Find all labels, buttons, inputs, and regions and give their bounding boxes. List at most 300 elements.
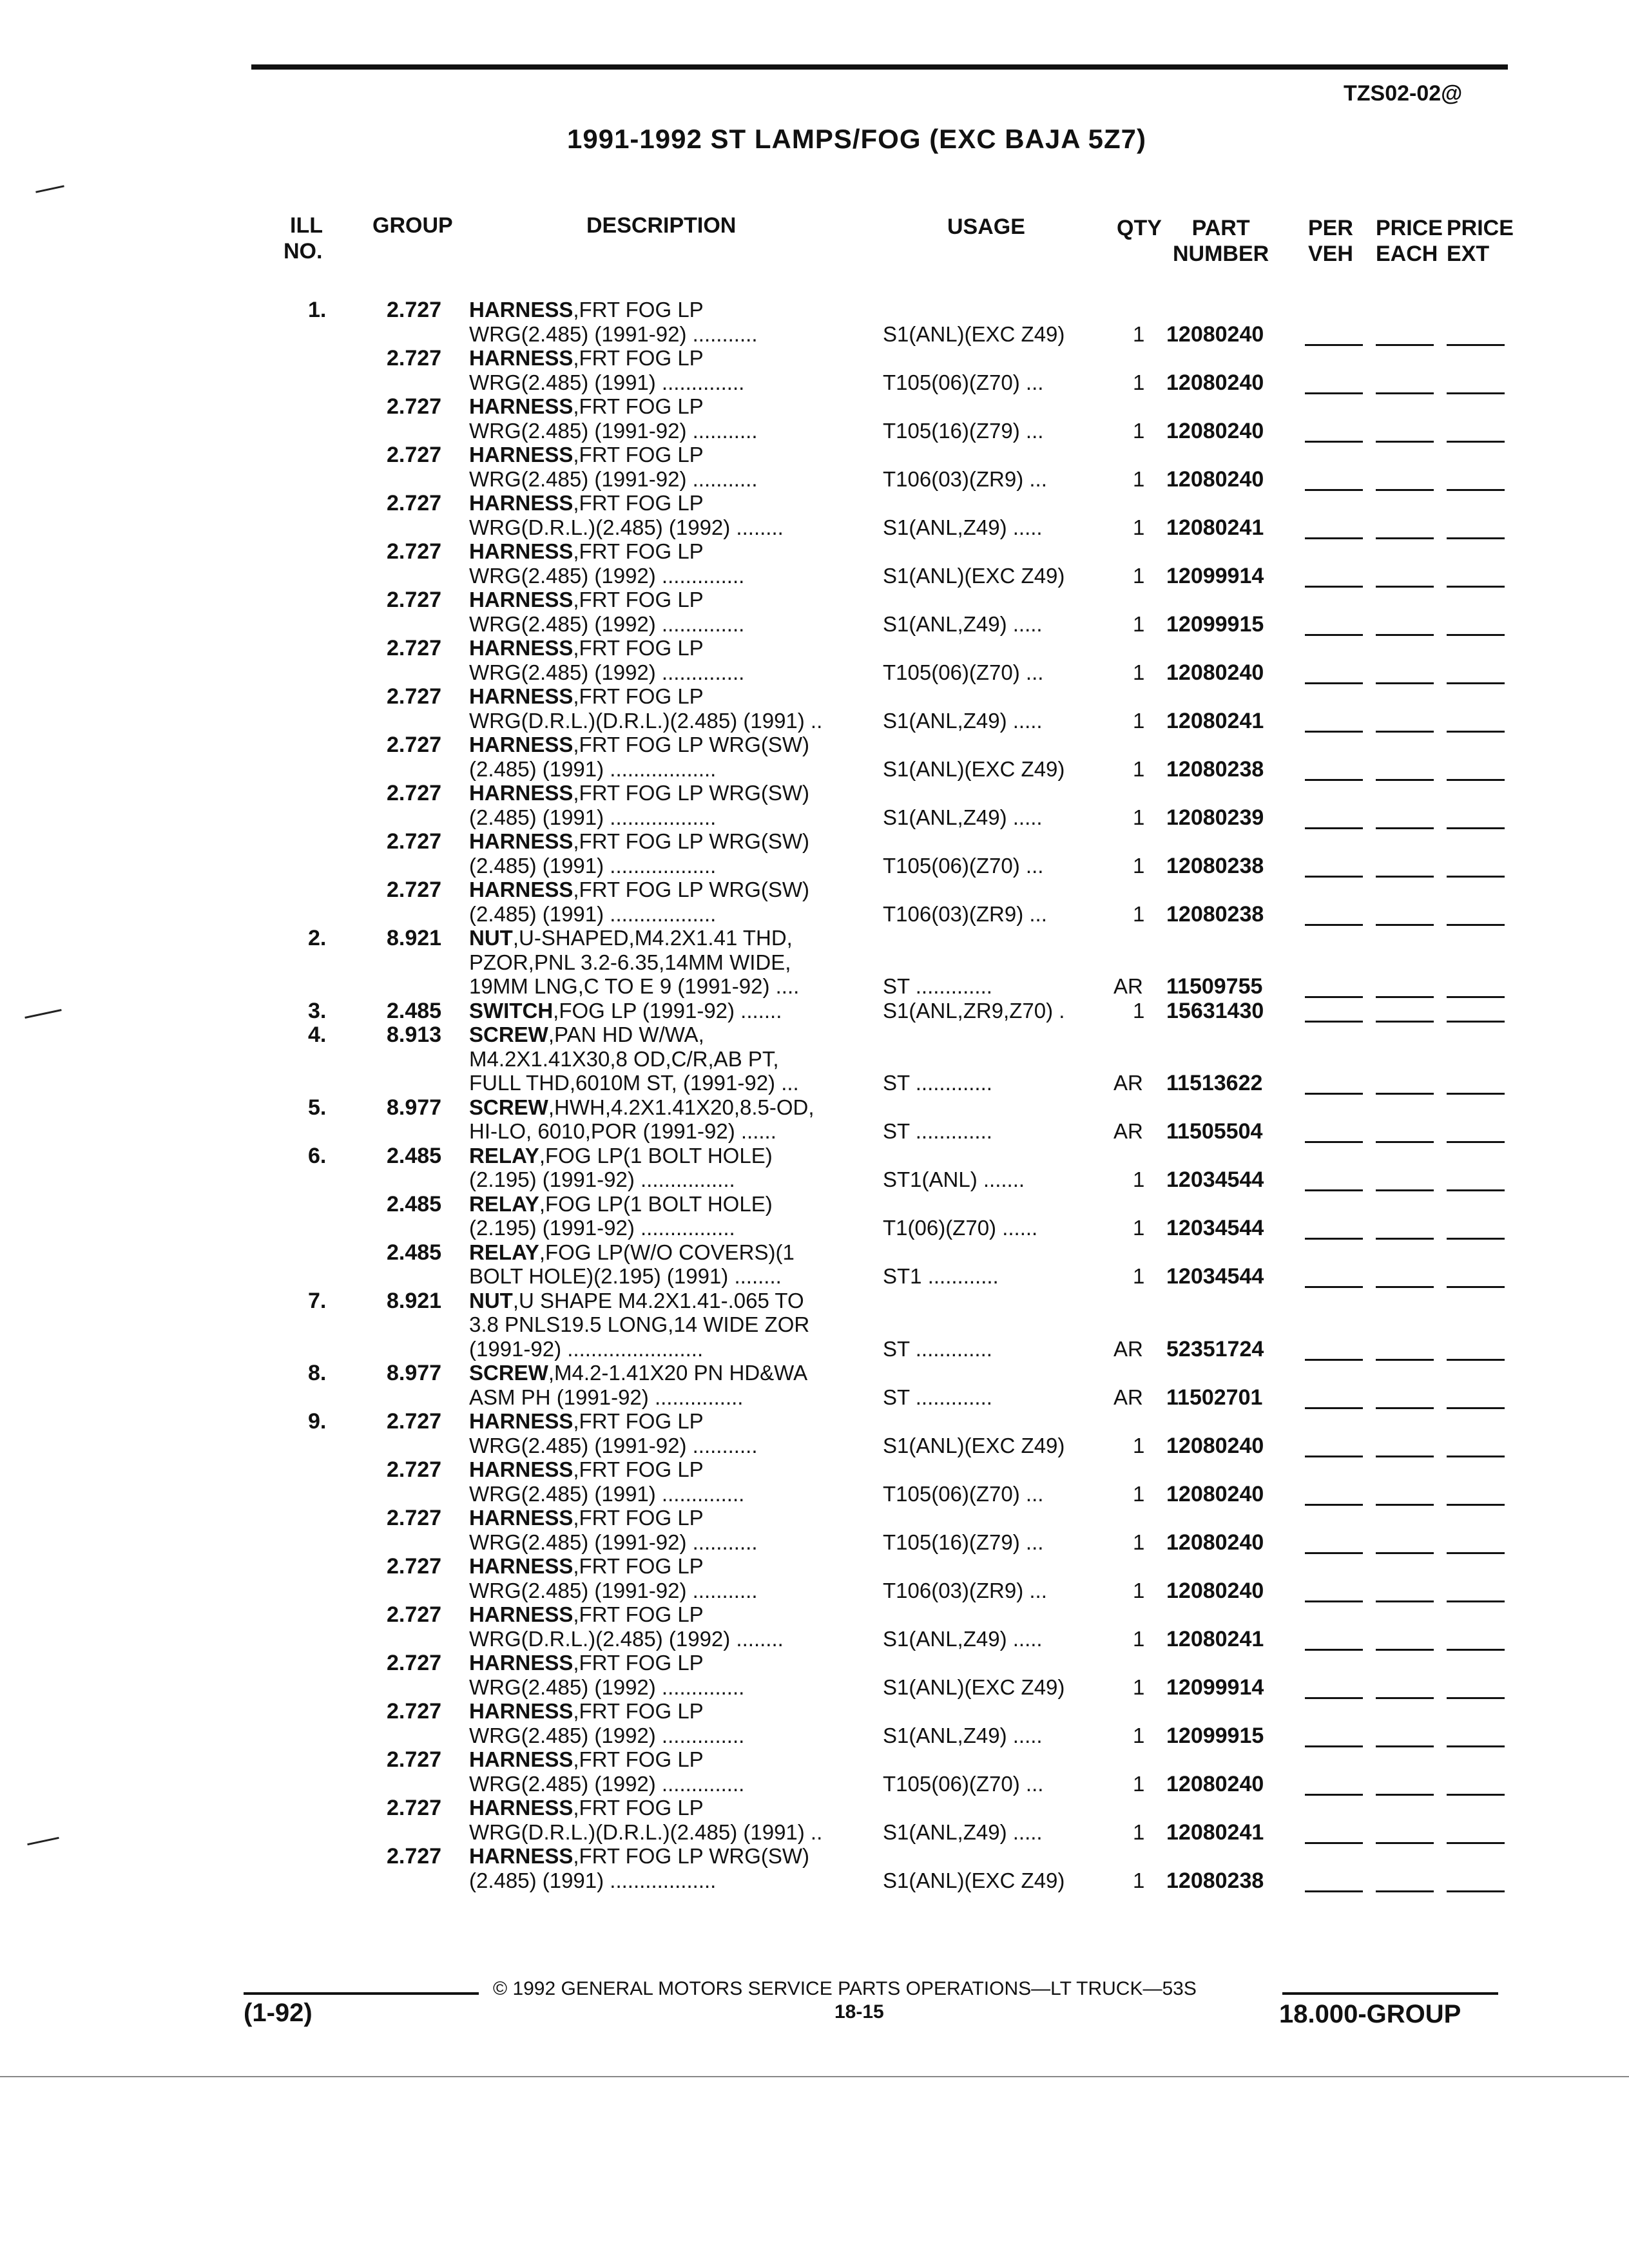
footer-rule-left <box>244 1992 479 1995</box>
part-description <box>469 1747 704 1772</box>
price-each-blank <box>1376 996 1434 998</box>
part-description-line: M4.2X1.41X30,8 OD,C/R,AB PT, <box>469 1046 779 1071</box>
usage-code: T106(03)(ZR9) ... <box>883 1578 1047 1602</box>
part-description-line: WRG(D.R.L.)(2.485) (1992) ........ <box>469 1626 784 1651</box>
part-description <box>469 443 704 467</box>
part-number: 12099915 <box>1166 611 1264 637</box>
part-description-line: ,FRT FOG LP <box>573 588 704 611</box>
part-description-line: WRG(2.485) (1991-92) ........... <box>469 1578 758 1602</box>
part-description-line: 3.8 PNLS19.5 LONG,14 WIDE ZOR <box>469 1312 810 1336</box>
price-ext-blank <box>1447 1021 1505 1023</box>
usage-code: S1(ANL,Z49) ..... <box>883 805 1043 829</box>
col-part-number <box>1173 215 1269 267</box>
price-ext-blank <box>1447 1407 1505 1409</box>
part-name: HARNESS <box>469 491 574 515</box>
part-description <box>469 781 809 805</box>
price-each-blank <box>1376 924 1434 926</box>
part-description <box>469 636 704 660</box>
ill-number: 8. <box>308 1361 327 1385</box>
part-name: HARNESS <box>469 394 574 418</box>
usage-code: S1(ANL)(EXC Z49) <box>883 1868 1065 1892</box>
price-each-blank <box>1376 1842 1434 1844</box>
part-description-line: ,FRT FOG LP <box>573 684 704 708</box>
quantity: 1 <box>1133 901 1145 926</box>
part-number: 12099914 <box>1166 1675 1264 1700</box>
part-description <box>469 1361 807 1385</box>
quantity: 1 <box>1133 1675 1145 1699</box>
part-description <box>469 926 793 950</box>
price-ext-blank <box>1447 827 1505 829</box>
usage-code: T105(06)(Z70) ... <box>883 853 1044 878</box>
part-description-line: (2.485) (1991) .................. <box>469 901 717 926</box>
per-veh-blank <box>1305 1456 1363 1457</box>
col-qty: QTY <box>1117 216 1162 240</box>
part-name: HARNESS <box>469 1651 574 1675</box>
margin-mark <box>35 185 64 193</box>
part-description-line: ,HWH,4.2X1.41X20,8.5-OD, <box>548 1095 815 1119</box>
copyright-notice: © 1992 GENERAL MOTORS SERVICE PARTS OPERATIONS—LT TRUCK—53S <box>493 1978 1197 1999</box>
part-number: 12034544 <box>1166 1216 1264 1240</box>
part-name: HARNESS <box>469 298 574 322</box>
part-number: 15631430 <box>1166 998 1264 1023</box>
part-number: 11513622 <box>1166 1071 1263 1095</box>
price-ext-blank <box>1447 876 1505 878</box>
part-name: HARNESS <box>469 539 574 563</box>
price-ext-blank <box>1447 344 1505 346</box>
price-ext-blank <box>1447 489 1505 491</box>
part-description <box>469 1699 704 1724</box>
quantity: AR <box>1113 1119 1143 1143</box>
part-description-line: ,FRT FOG LP <box>573 1602 704 1626</box>
col-ill-no <box>284 213 323 264</box>
page-number: 18-15 <box>834 2001 884 2023</box>
price-ext-blank <box>1447 1189 1505 1191</box>
part-name: HARNESS <box>469 829 574 853</box>
price-ext-blank <box>1447 441 1505 443</box>
price-ext-blank <box>1447 1794 1505 1796</box>
group-code: 8.977 <box>387 1095 442 1120</box>
part-description-line: WRG(2.485) (1991-92) ........... <box>469 466 758 491</box>
price-each-blank <box>1376 1141 1434 1143</box>
part-description-line: (2.485) (1991) .................. <box>469 756 717 781</box>
price-each-blank <box>1376 1456 1434 1457</box>
part-name: SCREW <box>469 1361 548 1385</box>
usage-code: S1(ANL)(EXC Z49) <box>883 1675 1065 1699</box>
group-code: 2.727 <box>387 346 442 370</box>
per-veh-blank <box>1305 489 1363 491</box>
part-description-line: 19MM LNG,C TO E 9 (1991-92) .... <box>469 974 800 998</box>
part-name: HARNESS <box>469 1554 574 1578</box>
per-veh-blank <box>1305 392 1363 394</box>
part-description <box>469 1844 809 1869</box>
part-number: 12099915 <box>1166 1723 1264 1748</box>
part-name: SCREW <box>469 1095 548 1119</box>
part-number: 12034544 <box>1166 1264 1264 1289</box>
col-part-label: PART <box>1191 216 1250 240</box>
price-each-blank <box>1376 827 1434 829</box>
part-description <box>469 1095 815 1120</box>
part-number: 52351724 <box>1166 1336 1264 1361</box>
part-description-line: WRG(2.485) (1992) .............. <box>469 660 745 684</box>
part-description <box>469 733 809 757</box>
part-description-line: ,FRT FOG LP WRG(SW) <box>573 781 810 805</box>
part-description-line: (2.485) (1991) .................. <box>469 853 717 878</box>
usage-code: ST ............. <box>883 1119 992 1143</box>
col-no-label: NO. <box>284 239 323 264</box>
part-number: 12080241 <box>1166 1626 1264 1651</box>
part-number: 11509755 <box>1166 974 1263 999</box>
part-description-line: WRG(D.R.L.)(2.485) (1992) ........ <box>469 515 784 539</box>
col-price-ext-top: PRICE <box>1447 216 1514 240</box>
price-ext-blank <box>1447 779 1505 781</box>
usage-code: ST ............. <box>883 1336 992 1361</box>
part-description-line: WRG(2.485) (1991-92) ........... <box>469 1433 758 1457</box>
part-description-line: ,FRT FOG LP <box>573 491 704 515</box>
part-description-line: WRG(2.485) (1991) .............. <box>469 370 745 394</box>
part-description-line: WRG(2.485) (1991-92) ........... <box>469 1530 758 1554</box>
quantity: 1 <box>1133 756 1145 781</box>
quantity: 1 <box>1133 322 1145 346</box>
part-description-line: ,FOG LP(1 BOLT HOLE) <box>539 1143 773 1168</box>
quantity: 1 <box>1133 1771 1145 1796</box>
price-ext-blank <box>1447 1552 1505 1554</box>
part-description-line: WRG(D.R.L.)(D.R.L.)(2.485) (1991) .. <box>469 708 823 733</box>
ill-number: 7. <box>308 1288 327 1313</box>
part-description-line: WRG(2.485) (1992) .............. <box>469 563 745 588</box>
price-ext-blank <box>1447 1359 1505 1361</box>
price-each-blank <box>1376 1745 1434 1747</box>
part-description-line: PZOR,PNL 3.2-6.35,14MM WIDE, <box>469 950 791 974</box>
price-ext-blank <box>1447 731 1505 733</box>
price-ext-blank <box>1447 1890 1505 1892</box>
per-veh-blank <box>1305 1189 1363 1191</box>
part-description <box>469 1023 704 1047</box>
per-veh-blank <box>1305 441 1363 443</box>
part-name: HARNESS <box>469 1457 574 1481</box>
price-each-blank <box>1376 1552 1434 1554</box>
quantity: 1 <box>1133 1433 1145 1457</box>
part-description-line: WRG(2.485) (1992) .............. <box>469 1723 745 1747</box>
group-code: 8.977 <box>387 1361 442 1385</box>
group-code: 2.727 <box>387 878 442 902</box>
quantity: 1 <box>1133 466 1145 491</box>
part-number: 12080240 <box>1166 1771 1264 1796</box>
price-each-blank <box>1376 1794 1434 1796</box>
ill-number: 6. <box>308 1143 327 1168</box>
part-number: 11502701 <box>1166 1385 1263 1410</box>
part-description-line: ASM PH (1991-92) ............... <box>469 1385 744 1409</box>
part-name: HARNESS <box>469 1844 574 1868</box>
usage-code: T105(06)(Z70) ... <box>883 660 1044 684</box>
price-each-blank <box>1376 1407 1434 1409</box>
quantity: 1 <box>1133 370 1145 394</box>
part-description <box>469 829 809 854</box>
ill-number: 1. <box>308 298 327 322</box>
part-description-line: ,FOG LP (1991-92) ....... <box>553 998 782 1023</box>
part-number: 12080238 <box>1166 901 1264 927</box>
price-each-blank <box>1376 1021 1434 1023</box>
usage-code: T105(06)(Z70) ... <box>883 1771 1044 1796</box>
per-veh-blank <box>1305 344 1363 346</box>
quantity: 1 <box>1133 1578 1145 1602</box>
col-price-each-top: PRICE <box>1376 216 1443 240</box>
per-veh-blank <box>1305 731 1363 733</box>
group-code: 2.727 <box>387 1409 442 1434</box>
price-ext-blank <box>1447 1286 1505 1288</box>
usage-code: S1(ANL)(EXC Z49) <box>883 756 1065 781</box>
part-name: HARNESS <box>469 588 574 611</box>
part-name: HARNESS <box>469 346 574 370</box>
per-veh-blank <box>1305 1600 1363 1602</box>
quantity: 1 <box>1133 563 1145 588</box>
part-description-line: ,FRT FOG LP <box>573 443 704 466</box>
part-description-line: (2.195) (1991-92) ................ <box>469 1168 735 1191</box>
price-ext-blank <box>1447 1504 1505 1506</box>
usage-code: ST ............. <box>883 1071 992 1095</box>
price-each-blank <box>1376 392 1434 394</box>
group-code: 2.727 <box>387 539 442 564</box>
col-group: GROUP <box>372 213 453 238</box>
part-description <box>469 1651 704 1675</box>
part-description-line: FULL THD,6010M ST, (1991-92) ... <box>469 1071 799 1095</box>
price-ext-blank <box>1447 537 1505 539</box>
part-description-line: (2.195) (1991-92) ................ <box>469 1216 735 1240</box>
group-code: 2.485 <box>387 1191 442 1216</box>
part-description-line: ,FRT FOG LP <box>573 1651 704 1675</box>
price-each-blank <box>1376 1649 1434 1651</box>
per-veh-blank <box>1305 827 1363 829</box>
group-code: 2.727 <box>387 1457 442 1482</box>
per-veh-blank <box>1305 876 1363 878</box>
part-description-line: HI-LO, 6010,POR (1991-92) ...... <box>469 1119 776 1143</box>
per-veh-blank <box>1305 1021 1363 1023</box>
part-description-line: ,FRT FOG LP <box>573 1796 704 1820</box>
usage-code: S1(ANL,Z49) ..... <box>883 1723 1043 1747</box>
part-description <box>469 684 704 709</box>
part-description-line: ,FRT FOG LP <box>573 346 704 370</box>
price-each-blank <box>1376 731 1434 733</box>
part-description <box>469 1192 773 1216</box>
group-code: 2.727 <box>387 1796 442 1820</box>
group-code: 2.727 <box>387 491 442 515</box>
per-veh-blank <box>1305 924 1363 926</box>
group-code: 2.727 <box>387 1506 442 1530</box>
quantity: 1 <box>1133 515 1145 539</box>
price-ext-blank <box>1447 586 1505 588</box>
part-description-line: WRG(2.485) (1991-92) ........... <box>469 418 758 443</box>
per-veh-blank <box>1305 779 1363 781</box>
quantity: 1 <box>1133 1723 1145 1747</box>
price-each-blank <box>1376 1189 1434 1191</box>
part-description <box>469 1602 704 1627</box>
part-number: 12080238 <box>1166 756 1264 782</box>
quantity: AR <box>1113 1071 1143 1095</box>
col-usage: USAGE <box>947 215 1025 239</box>
part-number: 12080240 <box>1166 466 1264 492</box>
price-ext-blank <box>1447 1141 1505 1143</box>
quantity: 1 <box>1133 1820 1145 1844</box>
quantity: AR <box>1113 1385 1143 1409</box>
per-veh-blank <box>1305 996 1363 998</box>
part-description-line: ,FRT FOG LP WRG(SW) <box>573 829 810 853</box>
usage-code: T1(06)(Z70) ...... <box>883 1216 1038 1240</box>
part-number: 12080241 <box>1166 708 1264 733</box>
quantity: 1 <box>1133 418 1145 443</box>
per-veh-blank <box>1305 537 1363 539</box>
part-description-line: ,U-SHAPED,M4.2X1.41 THD, <box>512 926 793 950</box>
part-description-line: ,FRT FOG LP <box>573 1699 704 1723</box>
part-description <box>469 1240 795 1265</box>
price-each-blank <box>1376 1286 1434 1288</box>
part-name: HARNESS <box>469 781 574 805</box>
group-code: 8.921 <box>387 926 442 950</box>
quantity: 1 <box>1133 1216 1145 1240</box>
price-each-blank <box>1376 1697 1434 1699</box>
quantity: 1 <box>1133 853 1145 878</box>
top-rule <box>251 64 1508 70</box>
col-price-each-bottom: EACH <box>1376 242 1438 266</box>
part-description-line: ,U SHAPE M4.2X1.41-.065 TO <box>512 1288 804 1312</box>
part-description <box>469 1506 704 1530</box>
price-each-blank <box>1376 1093 1434 1095</box>
usage-code: ST1 ............ <box>883 1264 999 1288</box>
part-description-line: ,FRT FOG LP <box>573 1747 704 1771</box>
group-code: 2.485 <box>387 998 442 1023</box>
price-each-blank <box>1376 344 1434 346</box>
group-code: 2.727 <box>387 298 442 322</box>
part-number: 11505504 <box>1166 1119 1263 1144</box>
group-code: 2.727 <box>387 829 442 854</box>
part-name: RELAY <box>469 1143 539 1168</box>
part-description-line: ,FOG LP(1 BOLT HOLE) <box>539 1191 773 1216</box>
usage-code: T105(06)(Z70) ... <box>883 370 1044 394</box>
part-name: SWITCH <box>469 998 554 1023</box>
price-each-blank <box>1376 1890 1434 1892</box>
group-code: 2.727 <box>387 636 442 660</box>
col-price-each <box>1376 215 1443 267</box>
part-description-line: ,FRT FOG LP <box>573 539 704 563</box>
quantity: 1 <box>1133 611 1145 636</box>
part-name: HARNESS <box>469 1602 574 1626</box>
col-ill-label: ILL <box>290 213 323 238</box>
usage-code: S1(ANL,Z49) ..... <box>883 611 1043 636</box>
group-code: 2.727 <box>387 1699 442 1724</box>
part-number: 12080241 <box>1166 515 1264 540</box>
price-ext-blank <box>1447 1649 1505 1651</box>
part-description <box>469 346 704 370</box>
price-each-blank <box>1376 537 1434 539</box>
part-name: NUT <box>469 926 513 950</box>
per-veh-blank <box>1305 1359 1363 1361</box>
price-each-blank <box>1376 441 1434 443</box>
part-number: 12080238 <box>1166 853 1264 878</box>
quantity: 1 <box>1133 1626 1145 1651</box>
per-veh-blank <box>1305 1504 1363 1506</box>
part-description-line: (2.485) (1991) .................. <box>469 1868 717 1892</box>
usage-code: S1(ANL,Z49) ..... <box>883 1820 1043 1844</box>
part-description <box>469 588 704 612</box>
group-code: 8.921 <box>387 1288 442 1313</box>
per-veh-blank <box>1305 1093 1363 1095</box>
ill-number: 2. <box>308 926 327 950</box>
part-description <box>469 1457 704 1482</box>
quantity: 1 <box>1133 805 1145 829</box>
quantity: 1 <box>1133 1264 1145 1288</box>
usage-code: T105(16)(Z79) ... <box>883 1530 1044 1554</box>
part-description <box>469 1409 704 1434</box>
part-description-line: ,FOG LP(W/O COVERS)(1 <box>539 1240 795 1264</box>
part-description-line: WRG(2.485) (1991) .............. <box>469 1481 745 1506</box>
price-each-blank <box>1376 586 1434 588</box>
part-description <box>469 1144 773 1168</box>
part-description-line: (1991-92) ....................... <box>469 1336 704 1361</box>
group-code: 2.727 <box>387 1651 442 1675</box>
part-number: 12080240 <box>1166 418 1264 443</box>
per-veh-blank <box>1305 1697 1363 1699</box>
usage-code: S1(ANL,Z49) ..... <box>883 515 1043 539</box>
quantity: AR <box>1113 974 1143 998</box>
per-veh-blank <box>1305 1745 1363 1747</box>
part-description-line: WRG(2.485) (1992) .............. <box>469 1771 745 1796</box>
part-description <box>469 539 704 564</box>
group-code: 2.727 <box>387 443 442 467</box>
per-veh-blank <box>1305 1890 1363 1892</box>
col-number-label: NUMBER <box>1173 242 1269 266</box>
part-name: SCREW <box>469 1023 548 1046</box>
part-description-line: ,FRT FOG LP <box>573 1409 704 1433</box>
per-veh-blank <box>1305 682 1363 684</box>
part-description-line: WRG(D.R.L.)(D.R.L.)(2.485) (1991) .. <box>469 1820 823 1844</box>
price-each-blank <box>1376 1238 1434 1240</box>
usage-code: T106(03)(ZR9) ... <box>883 901 1047 926</box>
per-veh-blank <box>1305 634 1363 636</box>
part-description-line: ,PAN HD W/WA, <box>548 1023 704 1046</box>
price-ext-blank <box>1447 1842 1505 1844</box>
footer-rule-right <box>1282 1992 1498 1995</box>
quantity: AR <box>1113 1336 1143 1361</box>
part-description-line: ,FRT FOG LP WRG(SW) <box>573 1844 810 1868</box>
part-description-line: ,FRT FOG LP WRG(SW) <box>573 733 810 756</box>
usage-code: T105(06)(Z70) ... <box>883 1481 1044 1506</box>
price-each-blank <box>1376 1359 1434 1361</box>
part-description-line: ,FRT FOG LP <box>573 394 704 418</box>
price-each-blank <box>1376 1504 1434 1506</box>
part-number: 12080240 <box>1166 1433 1264 1458</box>
part-description-line: BOLT HOLE)(2.195) (1991) ........ <box>469 1264 782 1288</box>
price-ext-blank <box>1447 634 1505 636</box>
price-ext-blank <box>1447 1456 1505 1457</box>
part-description <box>469 878 809 902</box>
part-description-line: ,FRT FOG LP <box>573 1457 704 1481</box>
part-number: 12080240 <box>1166 660 1264 685</box>
part-number: 12080240 <box>1166 370 1264 395</box>
part-description-line: WRG(2.485) (1991-92) ........... <box>469 322 758 346</box>
part-name: HARNESS <box>469 1409 574 1433</box>
part-name: HARNESS <box>469 878 574 901</box>
per-veh-blank <box>1305 1407 1363 1409</box>
quantity: 1 <box>1133 1481 1145 1506</box>
part-name: HARNESS <box>469 636 574 660</box>
group-label: 18.000-GROUP <box>1279 2000 1461 2028</box>
price-ext-blank <box>1447 682 1505 684</box>
usage-code: S1(ANL)(EXC Z49) <box>883 1433 1065 1457</box>
quantity: 1 <box>1133 1530 1145 1554</box>
group-code: 2.727 <box>387 1602 442 1627</box>
price-each-blank <box>1376 489 1434 491</box>
part-description-line: WRG(2.485) (1992) .............. <box>469 611 745 636</box>
group-code: 2.727 <box>387 1747 442 1772</box>
part-name: HARNESS <box>469 733 574 756</box>
